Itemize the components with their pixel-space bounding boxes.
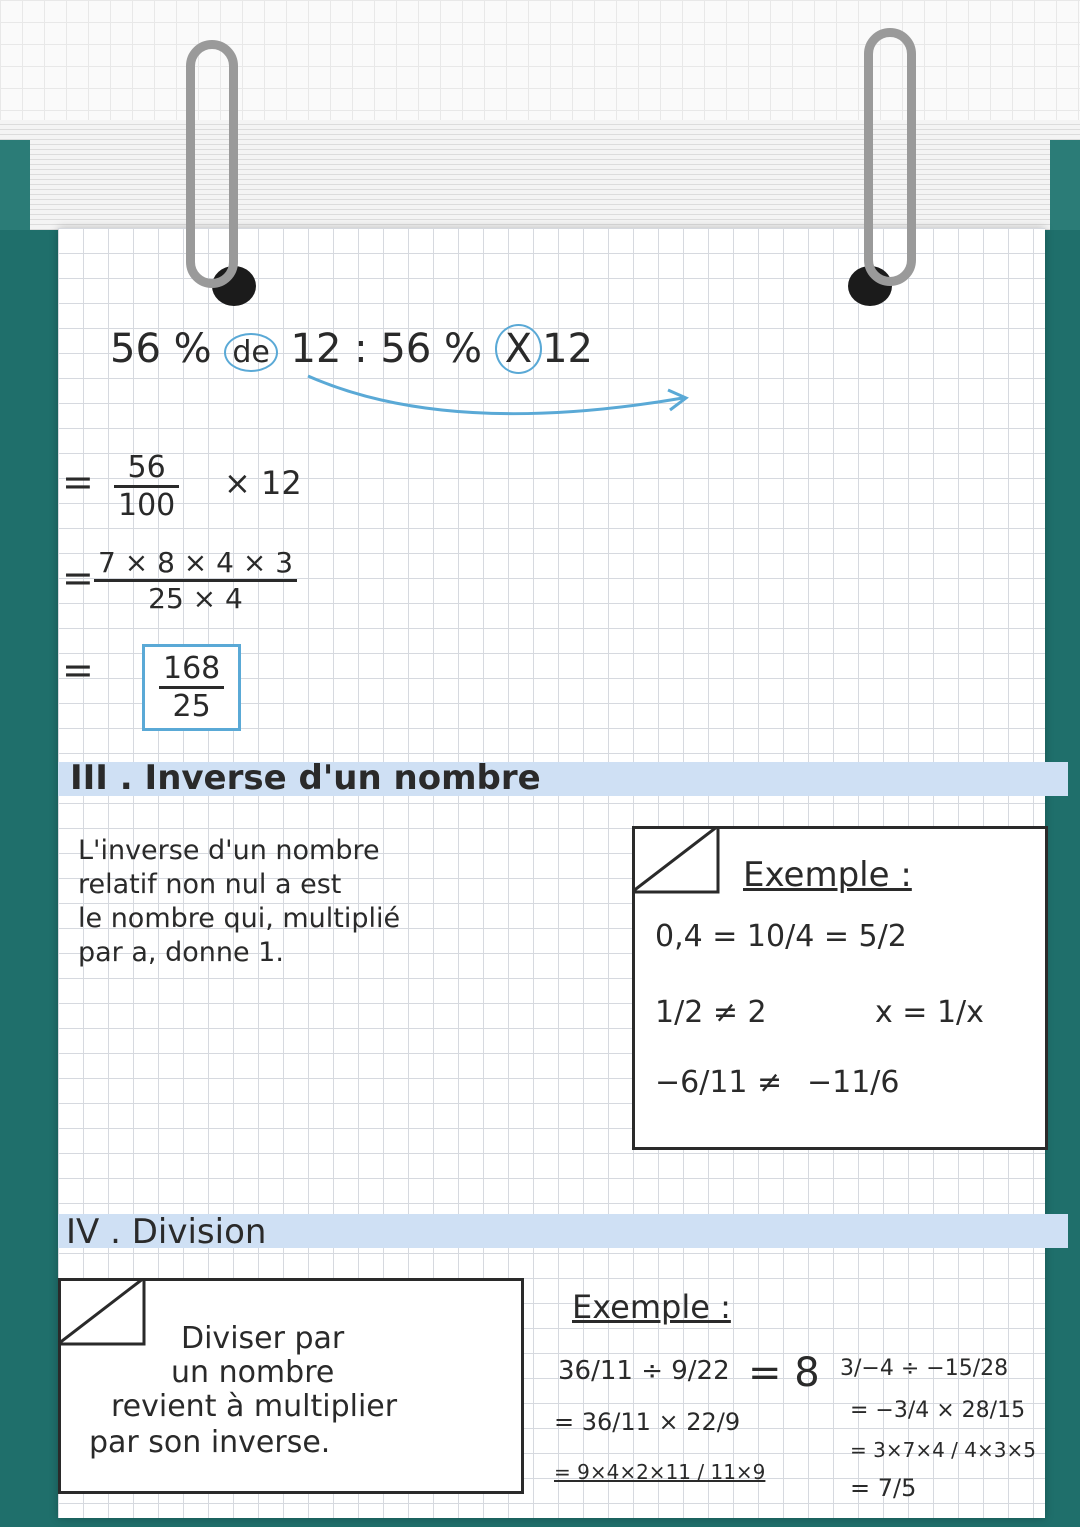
fraction-denominator: 25 × 4 bbox=[148, 582, 243, 615]
section-4-title: IV . Division bbox=[66, 1212, 267, 1252]
binder-ring-right bbox=[864, 28, 916, 286]
binder-pages-stack bbox=[0, 120, 1080, 230]
eq-sign-1: = bbox=[62, 460, 94, 504]
example-line-3: x = 1/x bbox=[875, 995, 984, 1030]
fraction-numerator: 56 bbox=[114, 450, 179, 488]
example-line-4-left: −6/11 bbox=[655, 1065, 748, 1100]
calc-line-1 bbox=[110, 324, 593, 374]
left-tab-strip bbox=[0, 140, 30, 230]
fraction-factored bbox=[94, 546, 297, 615]
definition-line: par a, donne 1. bbox=[78, 937, 284, 968]
fraction-denominator: 100 bbox=[118, 488, 176, 523]
division-example-2-line-1: 3/−4 ÷ −15/28 bbox=[840, 1356, 1009, 1381]
section-3-title: III . Inverse d'un nombre bbox=[70, 758, 541, 798]
eq-sign-2: = bbox=[62, 556, 94, 600]
division-example-line-1: 36/11 ÷ 9/22 bbox=[558, 1356, 730, 1386]
grid-notebook-page bbox=[58, 228, 1045, 1518]
rule-line: revient à multiplier bbox=[111, 1389, 398, 1424]
calc-text-b: 12 : 56 % bbox=[277, 326, 495, 372]
fraction-numerator: 7 × 8 × 4 × 3 bbox=[94, 546, 297, 582]
definition-line: relatif non nul a est bbox=[78, 869, 342, 900]
eq-sign-3: = bbox=[62, 648, 94, 692]
result-boxed-fraction bbox=[142, 644, 241, 731]
division-example-2-line-4: = 7/5 bbox=[850, 1474, 917, 1502]
calc-text-c: 12 bbox=[542, 326, 594, 372]
division-example-line-3: = 9×4×2×11 / 11×9 bbox=[554, 1460, 766, 1484]
folded-corner-icon bbox=[632, 826, 722, 896]
definition-line: le nombre qui, multiplié bbox=[78, 903, 401, 934]
division-example-line-2: = 36/11 × 22/9 bbox=[554, 1408, 741, 1436]
right-tab-strip bbox=[1050, 140, 1080, 230]
fraction-56-over-100 bbox=[114, 450, 179, 523]
folded-corner-icon bbox=[58, 1278, 148, 1348]
definition-text bbox=[78, 834, 400, 970]
example-title: Exemple : bbox=[743, 855, 912, 895]
definition-line: L'inverse d'un nombre bbox=[78, 835, 380, 866]
division-example-2-line-3: = 3×7×4 / 4×3×5 bbox=[850, 1438, 1036, 1462]
division-example-2-line-2: = −3/4 × 28/15 bbox=[850, 1398, 1026, 1423]
circled-de: de bbox=[224, 333, 278, 372]
rule-line: Diviser par bbox=[181, 1321, 345, 1356]
circled-times: X bbox=[495, 324, 542, 374]
division-example-title: Exemple : bbox=[572, 1288, 731, 1326]
fraction-numerator: 168 bbox=[159, 651, 224, 689]
example-box-inverse bbox=[632, 826, 1048, 1150]
example-line-4-right: −11/6 bbox=[807, 1065, 900, 1100]
binder-ring-left bbox=[186, 40, 238, 288]
rule-line: par son inverse. bbox=[89, 1425, 331, 1460]
multiply-12: × 12 bbox=[224, 464, 302, 502]
fraction-denominator: 25 bbox=[172, 689, 211, 724]
division-example-result: = 8 bbox=[748, 1350, 820, 1396]
not-equal-sign: ≠ bbox=[757, 1065, 783, 1100]
rule-line: un nombre bbox=[171, 1355, 335, 1390]
example-line-1: 0,4 = 10/4 = 5/2 bbox=[655, 919, 907, 954]
rule-box-division bbox=[58, 1278, 524, 1494]
arrow-de-to-times-icon bbox=[298, 368, 698, 428]
calc-text-a: 56 % bbox=[110, 326, 225, 372]
example-line-2: 1/2 ≠ 2 bbox=[655, 995, 767, 1030]
